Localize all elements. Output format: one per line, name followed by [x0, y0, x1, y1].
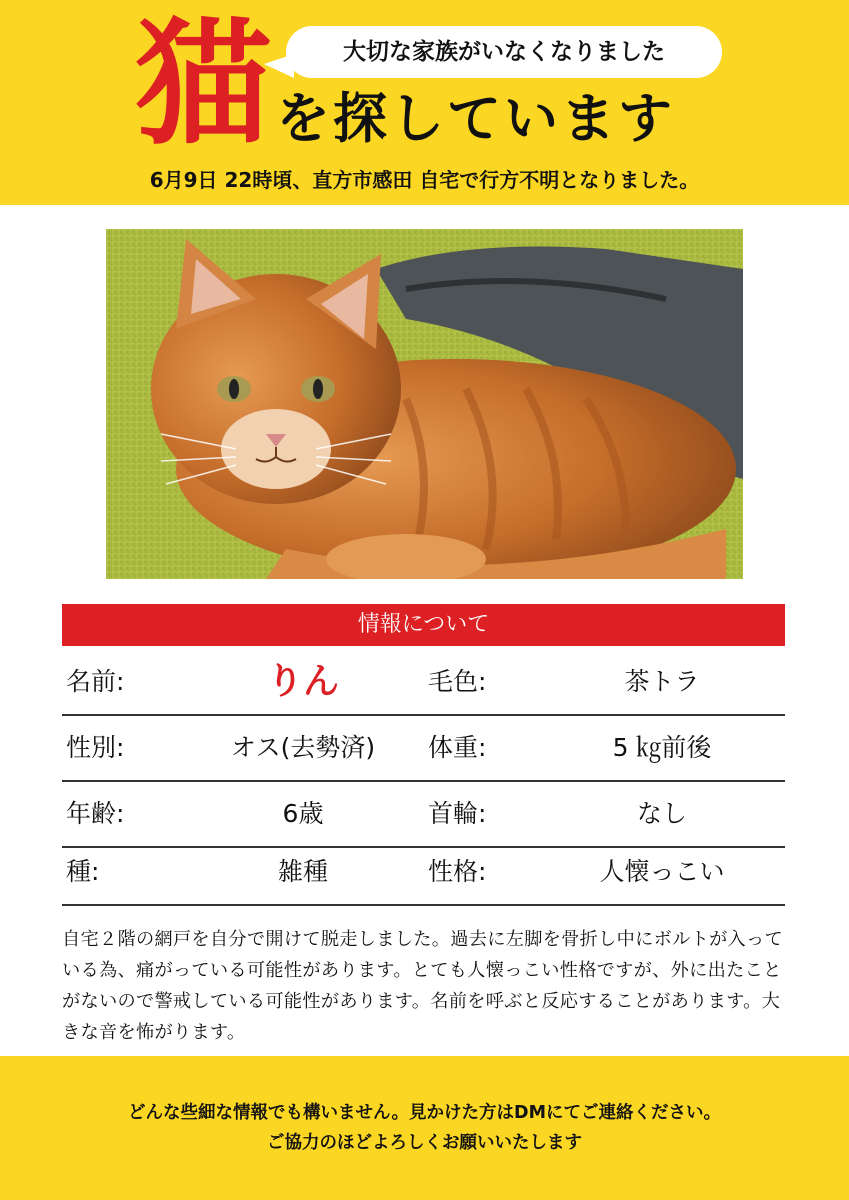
cat-photo [106, 229, 743, 579]
value-sex: オス(去勢済) [230, 733, 376, 762]
label-coat-color: 毛色: [428, 667, 487, 696]
info-row-name-color [62, 650, 785, 716]
value-collar: なし [636, 799, 687, 828]
label-name: 名前: [66, 667, 125, 696]
value-age: 6歳 [282, 799, 324, 828]
info-row-age-collar [62, 782, 785, 848]
value-personality: 人懐っこい [599, 857, 725, 886]
label-age: 年齢: [66, 799, 125, 828]
speech-bubble: 大切な家族がいなくなりました [286, 26, 722, 78]
description-text: 自宅２階の網戸を自分で開けて脱走しました。過去に左脚を骨折し中にボルトが入っている為、痛がっている可能性があります。とても人懐っこい性格ですが、外に出たことがないので警戒している可能性があります。名前を呼ぶと反応することがあります。大きな音を怖がります。 [62, 929, 784, 1043]
info-row-sex-weight [62, 716, 785, 782]
header-banner [0, 0, 849, 205]
value-breed: 雑種 [277, 857, 328, 886]
footer-line-2: ご協力のほどよろしくお願いいたします [267, 1133, 582, 1153]
missing-date-location: 6月9日 22時頃、直方市感田 自宅で行方不明となりました。 [149, 168, 700, 192]
value-coat-color: 茶トラ [624, 667, 700, 696]
value-name: りん [266, 661, 339, 702]
info-row-breed-personality [62, 840, 785, 906]
cat-kanji-title: 猫 [135, 6, 271, 164]
label-weight: 体重: [428, 733, 487, 762]
info-section-title: 情報について [62, 604, 785, 646]
headline: を探しています [276, 87, 675, 150]
label-collar: 首輪: [428, 799, 487, 828]
label-sex: 性別: [66, 733, 125, 762]
value-weight: 5 ㎏前後 [612, 733, 712, 762]
footer-line-1: どんな些細な情報でも構いません。見かけた方はDMにてご連絡ください。 [128, 1103, 721, 1123]
label-breed: 種: [66, 857, 100, 886]
cat-photo-illustration [106, 229, 743, 579]
label-personality: 性格: [428, 857, 487, 886]
footer-banner [0, 1056, 849, 1200]
